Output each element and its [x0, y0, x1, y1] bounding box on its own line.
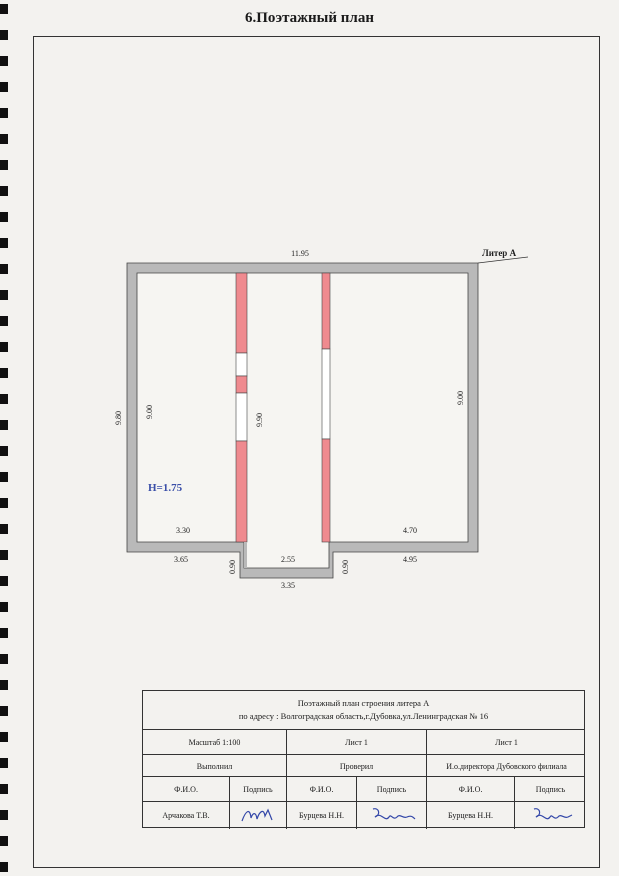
dim-bottom-left-outer: 3.65	[174, 555, 188, 564]
litera-label: Литер А	[482, 248, 517, 258]
header-line-1: Поэтажный план строения литера А	[297, 698, 430, 708]
title-block-header	[143, 691, 584, 729]
director-name: Бурцева Н.Н.	[426, 802, 514, 829]
director-cell: И.о.директора Дубовского филиала	[426, 755, 586, 777]
page-title: 6.Поэтажный план	[245, 10, 374, 26]
performer-signature	[229, 802, 286, 829]
sheet-cell: Лист 1	[286, 730, 426, 755]
signature-label-3: Подпись	[514, 777, 586, 802]
checked-cell: Проверил	[286, 755, 426, 777]
signature-mark-3	[526, 805, 576, 827]
scale-cell: Масштаб 1:100	[188, 738, 241, 747]
dim-left-outer: 9.80	[114, 411, 123, 425]
dim-middle-room: 9.90	[255, 413, 264, 427]
performer-name: Арчакова Т.В.	[162, 811, 210, 820]
interior-floor	[137, 273, 468, 568]
dim-notch-outer: 3.35	[281, 581, 295, 590]
sheets-cell: Лист 1	[426, 730, 586, 755]
dim-notch-left-depth: 0.90	[228, 560, 237, 574]
dim-notch-inner: 2.55	[281, 555, 295, 564]
stamp-row-labels	[143, 776, 584, 802]
title-block	[142, 690, 585, 828]
dim-bottom-right-outer: 4.95	[403, 555, 417, 564]
performed-cell: Выполнил	[196, 761, 233, 771]
checker-signature	[356, 802, 426, 829]
signature-mark-2	[367, 805, 417, 827]
signature-label-1: Подпись	[229, 777, 286, 802]
right-partition	[322, 273, 330, 542]
fio-label-3: Ф.И.О.	[426, 777, 514, 802]
dim-top-width: 11.95	[291, 249, 309, 258]
stamp-row-names	[143, 801, 584, 829]
stamp-row-scale	[143, 729, 584, 755]
checker-name: Бурцева Н.Н.	[286, 802, 356, 829]
height-label: H=1.75	[148, 482, 183, 494]
dim-bottom-left-inner: 3.30	[176, 526, 190, 535]
signature-mark-1	[238, 806, 278, 826]
fio-label-1: Ф.И.О.	[174, 785, 198, 794]
stamp-row-roles	[143, 754, 584, 777]
dim-left-inner: 9.00	[145, 405, 154, 419]
dim-right-inner: 9.00	[456, 391, 465, 405]
dim-bottom-right-inner: 4.70	[403, 526, 417, 535]
fio-label-2: Ф.И.О.	[286, 777, 356, 802]
director-signature	[514, 802, 586, 829]
dim-notch-right-depth: 0.90	[341, 560, 350, 574]
signature-label-2: Подпись	[356, 777, 426, 802]
header-line-2: по адресу : Волгоградская область,г.Дубовка,ул.Ленинградская № 16	[238, 711, 489, 721]
left-partition	[236, 273, 247, 568]
